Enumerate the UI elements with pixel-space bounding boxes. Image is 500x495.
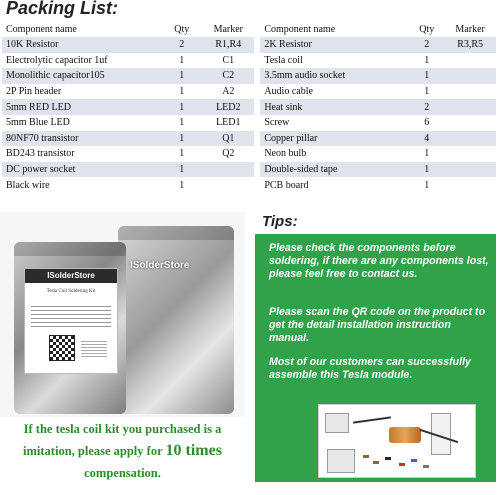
- header-qty-left: Qty: [174, 24, 190, 35]
- qr-code-icon: [49, 335, 75, 361]
- blue-led: [411, 459, 417, 462]
- marker-right: [444, 53, 496, 69]
- component-name-left: 2P Pin header: [2, 84, 161, 100]
- qty-right: 2: [409, 99, 444, 115]
- marker-left: Q1: [202, 131, 254, 147]
- table-header-row: [2, 22, 496, 37]
- qty-right: 2: [409, 37, 444, 53]
- notice-line-2-prefix: imitation, please apply for: [23, 444, 166, 458]
- label-fine-print: [81, 339, 107, 359]
- qty-left: 1: [161, 162, 202, 178]
- marker-right: [444, 84, 496, 100]
- kit-label-text-lines: [31, 303, 111, 329]
- table-row: [2, 53, 496, 69]
- marker-right: [444, 162, 496, 178]
- transistor: [385, 457, 391, 460]
- marker-left: [202, 162, 254, 178]
- component-name-right: 2K Resistor: [260, 37, 409, 53]
- bag-brand-back: ISolderStore: [130, 260, 190, 271]
- marker-right: [444, 177, 496, 193]
- kit-bag-front: [14, 242, 126, 414]
- resistor: [373, 461, 379, 464]
- kit-label: [24, 268, 118, 374]
- component-name-left: Black wire: [2, 177, 161, 193]
- component-name-right: Tesla coil: [260, 53, 409, 69]
- kit-label-title: Tesla Coil Soldering Kit: [46, 289, 96, 294]
- tip-assembly: Most of our customers can successfully assemble this Tesla module.: [269, 356, 471, 381]
- component-name-left: Electrolytic capacitor 1uf: [2, 53, 161, 69]
- component-name-left: 10K Resistor: [2, 37, 161, 53]
- qty-right: 1: [409, 146, 444, 162]
- table-row: [2, 68, 496, 84]
- marker-left: Q2: [202, 146, 254, 162]
- table-row: [2, 131, 496, 147]
- table-row: [2, 162, 496, 178]
- resistor: [363, 455, 369, 458]
- red-led: [399, 463, 405, 466]
- marker-right: [444, 146, 496, 162]
- tips-panel: [255, 234, 496, 482]
- header-qty-right: Qty: [419, 24, 435, 35]
- notice-emphasis: 10 times: [165, 442, 222, 459]
- audio-cable: [353, 416, 391, 423]
- qty-left: 1: [161, 177, 202, 193]
- pcb-board: [325, 413, 349, 433]
- header-marker-right: Marker: [455, 24, 485, 35]
- component-name-right: Audio cable: [260, 84, 409, 100]
- qty-left: 1: [161, 146, 202, 162]
- qty-left: 1: [161, 99, 202, 115]
- notice-line-1: If the tesla coil kit you purchased is a: [23, 422, 222, 436]
- kit-bag-back: [118, 226, 234, 414]
- component-name-left: Monolithic capacitor105: [2, 68, 161, 84]
- tips-title: Tips:: [262, 213, 298, 230]
- table-row: [2, 37, 496, 53]
- header-component-name-left: Component name: [6, 24, 77, 35]
- qty-right: 1: [409, 68, 444, 84]
- notice-line-2: [0, 440, 245, 462]
- component-name-right: Screw: [260, 115, 409, 131]
- packing-list-table: [2, 22, 496, 193]
- component-name-right: Neon bulb: [260, 146, 409, 162]
- heat-sink: [423, 465, 429, 468]
- qty-right: 6: [409, 115, 444, 131]
- header-component-name-right: Component name: [264, 24, 336, 35]
- qty-left: 1: [161, 53, 202, 69]
- tip-check-components: Please check the components before soldering, if there are any components lost, please feel free to contact us.: [269, 242, 489, 280]
- qty-right: 4: [409, 131, 444, 147]
- component-name-left: BD243 transistor: [2, 146, 161, 162]
- table-row: [2, 99, 496, 115]
- marker-left: C1: [202, 53, 254, 69]
- table-row: [2, 84, 496, 100]
- tip-scan-qr: Please scan the QR code on the product to get the detail installation instruction manual.: [269, 306, 486, 344]
- component-name-left: DC power socket: [2, 162, 161, 178]
- marker-left: [202, 177, 254, 193]
- product-photo: [0, 212, 245, 417]
- pcb-board-assembled: [327, 449, 355, 473]
- table-row: [2, 146, 496, 162]
- qty-left: 1: [161, 115, 202, 131]
- marker-right: [444, 131, 496, 147]
- imitation-notice: [0, 418, 245, 484]
- component-name-right: Double-sided tape: [260, 162, 409, 178]
- component-name-right: PCB board: [260, 177, 409, 193]
- qty-right: 1: [409, 162, 444, 178]
- marker-right: [444, 68, 496, 84]
- tesla-coil: [389, 427, 421, 443]
- notice-line-3: compensation.: [84, 466, 161, 480]
- qty-left: 1: [161, 68, 202, 84]
- marker-left: LED2: [202, 99, 254, 115]
- component-name-left: 5mm Blue LED: [2, 115, 161, 131]
- marker-right: R3,R5: [444, 37, 496, 53]
- marker-right: [444, 99, 496, 115]
- component-name-right: Heat sink: [260, 99, 409, 115]
- kit-label-brand: ISolderStore: [25, 269, 117, 283]
- component-name-left: 5mm RED LED: [2, 99, 161, 115]
- qty-right: 1: [409, 84, 444, 100]
- marker-left: A2: [202, 84, 254, 100]
- marker-right: [444, 115, 496, 131]
- qty-right: 1: [409, 177, 444, 193]
- packing-list-title: Packing List:: [6, 0, 119, 18]
- qty-right: 1: [409, 53, 444, 69]
- component-name-left: 80NF70 transistor: [2, 131, 161, 147]
- marker-left: LED1: [202, 115, 254, 131]
- marker-left: R1,R4: [202, 37, 254, 53]
- qty-left: 1: [161, 84, 202, 100]
- marker-left: C2: [202, 68, 254, 84]
- header-marker-left: Marker: [213, 24, 244, 35]
- table-row: [2, 177, 496, 193]
- component-name-right: Copper pillar: [260, 131, 409, 147]
- kit-components-photo: [318, 404, 476, 478]
- table-row: [2, 115, 496, 131]
- qty-left: 1: [161, 131, 202, 147]
- component-name-right: 3.5mm audio socket: [260, 68, 409, 84]
- qty-left: 2: [161, 37, 202, 53]
